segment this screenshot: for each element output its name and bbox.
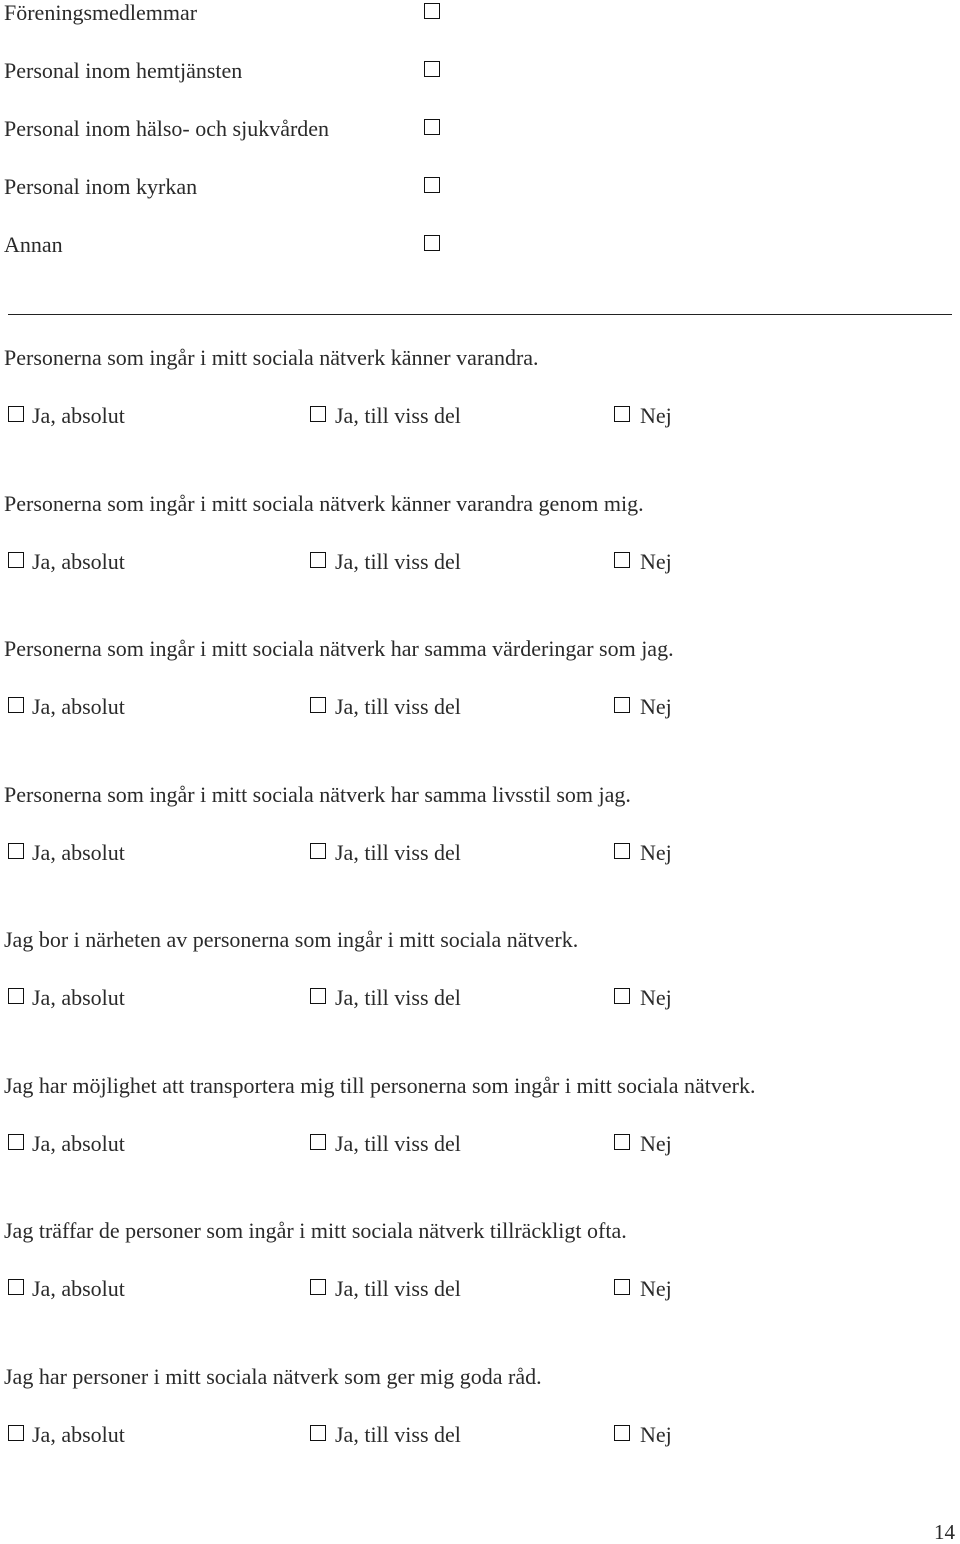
role-checkbox[interactable] bbox=[424, 119, 440, 135]
option-label: Ja, absolut bbox=[32, 548, 125, 574]
question-text: Jag har möjlighet att transportera mig till personerna som ingår i mitt sociala nätverk. bbox=[4, 1072, 756, 1098]
option-checkbox[interactable] bbox=[614, 697, 630, 713]
page-number: 14 bbox=[934, 1520, 955, 1544]
option-checkbox[interactable] bbox=[8, 1279, 24, 1295]
option-label: Nej bbox=[640, 985, 672, 1010]
option-checkbox[interactable] bbox=[8, 843, 24, 859]
role-checkbox[interactable] bbox=[424, 3, 440, 19]
option-label: Ja, till viss del bbox=[335, 548, 461, 574]
option-label: Ja, absolut bbox=[32, 839, 125, 865]
divider-line bbox=[8, 314, 952, 315]
option-label: Ja, absolut bbox=[32, 694, 125, 719]
option-label: Nej bbox=[640, 1130, 672, 1156]
option-checkbox[interactable] bbox=[8, 1134, 24, 1150]
option-checkbox[interactable] bbox=[8, 552, 24, 568]
option-label: Nej bbox=[640, 403, 672, 428]
option-label: Nej bbox=[640, 694, 672, 719]
option-checkbox[interactable] bbox=[310, 406, 326, 422]
option-checkbox[interactable] bbox=[310, 552, 326, 568]
question-text: Jag bor i närheten av personerna som ingår i mitt sociala nätverk. bbox=[4, 927, 579, 952]
question-text: Personerna som ingår i mitt sociala nätverk känner varandra genom mig. bbox=[4, 490, 644, 516]
option-label: Nej bbox=[640, 548, 672, 574]
question-text: Personerna som ingår i mitt sociala nätverk har samma livsstil som jag. bbox=[4, 781, 631, 807]
option-label: Ja, till viss del bbox=[335, 1130, 461, 1156]
role-label: Personal inom hemtjänsten bbox=[4, 58, 243, 83]
option-label: Ja, till viss del bbox=[335, 985, 461, 1010]
option-checkbox[interactable] bbox=[614, 843, 630, 859]
question-text: Personerna som ingår i mitt sociala nätverk känner varandra. bbox=[4, 345, 539, 370]
option-checkbox[interactable] bbox=[614, 1425, 630, 1441]
option-label: Ja, absolut bbox=[32, 1130, 125, 1156]
option-checkbox[interactable] bbox=[614, 552, 630, 568]
role-checkbox[interactable] bbox=[424, 177, 440, 193]
option-checkbox[interactable] bbox=[310, 1279, 326, 1295]
option-checkbox[interactable] bbox=[614, 988, 630, 1004]
question-text: Personerna som ingår i mitt sociala nätverk har samma värderingar som jag. bbox=[4, 636, 674, 661]
option-checkbox[interactable] bbox=[310, 1425, 326, 1441]
option-checkbox[interactable] bbox=[614, 1279, 630, 1295]
option-checkbox[interactable] bbox=[310, 988, 326, 1004]
role-checkbox[interactable] bbox=[424, 61, 440, 77]
option-checkbox[interactable] bbox=[8, 1425, 24, 1441]
role-label: Personal inom hälso- och sjukvården bbox=[4, 116, 330, 141]
option-checkbox[interactable] bbox=[310, 843, 326, 859]
role-label: Annan bbox=[4, 232, 63, 257]
option-checkbox[interactable] bbox=[8, 988, 24, 1004]
option-label: Ja, till viss del bbox=[335, 694, 461, 719]
option-checkbox[interactable] bbox=[310, 697, 326, 713]
option-label: Ja, till viss del bbox=[335, 839, 461, 865]
option-label: Nej bbox=[640, 1421, 672, 1447]
option-label: Ja, till viss del bbox=[335, 403, 461, 428]
option-label: Nej bbox=[640, 1276, 672, 1301]
role-checkbox[interactable] bbox=[424, 235, 440, 251]
option-label: Ja, absolut bbox=[32, 1421, 125, 1447]
option-label: Ja, absolut bbox=[32, 985, 125, 1010]
option-label: Ja, absolut bbox=[32, 1276, 125, 1301]
option-checkbox[interactable] bbox=[8, 406, 24, 422]
option-label: Ja, till viss del bbox=[335, 1276, 461, 1301]
option-label: Ja, till viss del bbox=[335, 1421, 461, 1447]
question-text: Jag träffar de personer som ingår i mitt sociala nätverk tillräckligt ofta. bbox=[4, 1218, 627, 1243]
option-checkbox[interactable] bbox=[614, 406, 630, 422]
option-checkbox[interactable] bbox=[8, 697, 24, 713]
option-label: Nej bbox=[640, 839, 672, 865]
role-label: Föreningsmedlemmar bbox=[4, 0, 198, 25]
role-label: Personal inom kyrkan bbox=[4, 174, 198, 199]
option-label: Ja, absolut bbox=[32, 403, 125, 428]
question-text: Jag har personer i mitt sociala nätverk som ger mig goda råd. bbox=[4, 1363, 542, 1389]
option-checkbox[interactable] bbox=[614, 1134, 630, 1150]
option-checkbox[interactable] bbox=[310, 1134, 326, 1150]
